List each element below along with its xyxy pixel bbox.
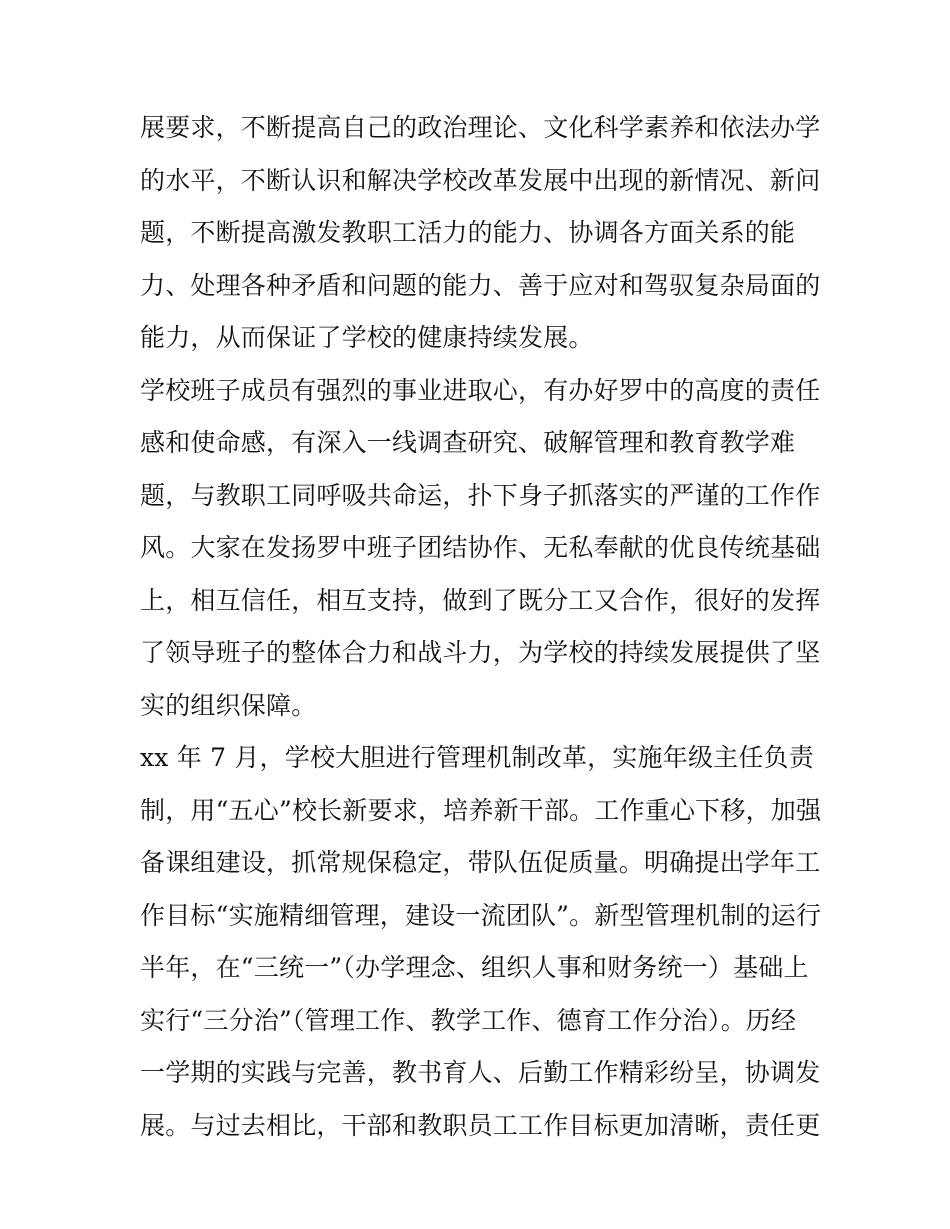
text-line: 半年，在“三统一”（办学理念、组织人事和财务统一）基础上	[140, 953, 809, 982]
text-line: 了领导班子的整体合力和战斗力，为学校的持续发展提供了坚	[140, 638, 821, 667]
text-line: 题，与教职工同呼吸共命运，扑下身子抓落实的严谨的工作作	[140, 480, 821, 510]
text-line: 题，不断提高激发教职工活力的能力、协调各方面关系的能	[140, 218, 796, 247]
text-line: 上，相互信任，相互支持，做到了既分工又合作，很好的发挥	[140, 585, 821, 615]
text-line: 实行“三分治”（管理工作、教学工作、德育工作分治）。历经	[140, 1005, 797, 1035]
text-line: 实的组织保障。	[140, 690, 317, 720]
text-line: 力、处理各种矛盾和问题的能力、善于应对和驾驭复杂局面的	[140, 270, 821, 300]
text-line: 能力，从而保证了学校的健康持续发展。	[140, 323, 594, 352]
text-line: 一学期的实践与完善，教书育人、后勤工作精彩纷呈，协调发	[140, 1058, 821, 1087]
text-line: 感和使命感，有深入一线调查研究、破解管理和教育教学难	[140, 428, 796, 457]
text-line: 的水平，不断认识和解决学校改革发展中出现的新情况、新问	[140, 165, 821, 195]
text-line: 作目标“实施精细管理，建设一流团队”。新型管理机制的运行	[140, 900, 822, 930]
text-line: 展。与过去相比，干部和教职员工工作目标更加清晰，责任更	[140, 1110, 821, 1140]
text-line: 展要求，不断提高自己的政治理论、文化科学素养和依法办学	[140, 113, 821, 142]
text-line: 备课组建设，抓常规保稳定，带队伍促质量。明确提出学年工	[140, 848, 821, 877]
text-line: 学校班子成员有强烈的事业进取心，有办好罗中的高度的责任	[140, 375, 821, 405]
text-line: xx 年 7 月，学校大胆进行管理机制改革，实施年级主任负责	[140, 743, 814, 772]
text-line: 制，用“五心”校长新要求，培养新干部。工作重心下移，加强	[140, 795, 822, 825]
document-body	[140, 102, 820, 1152]
text-line: 风。大家在发扬罗中班子团结协作、无私奉献的优良传统基础	[140, 533, 821, 562]
